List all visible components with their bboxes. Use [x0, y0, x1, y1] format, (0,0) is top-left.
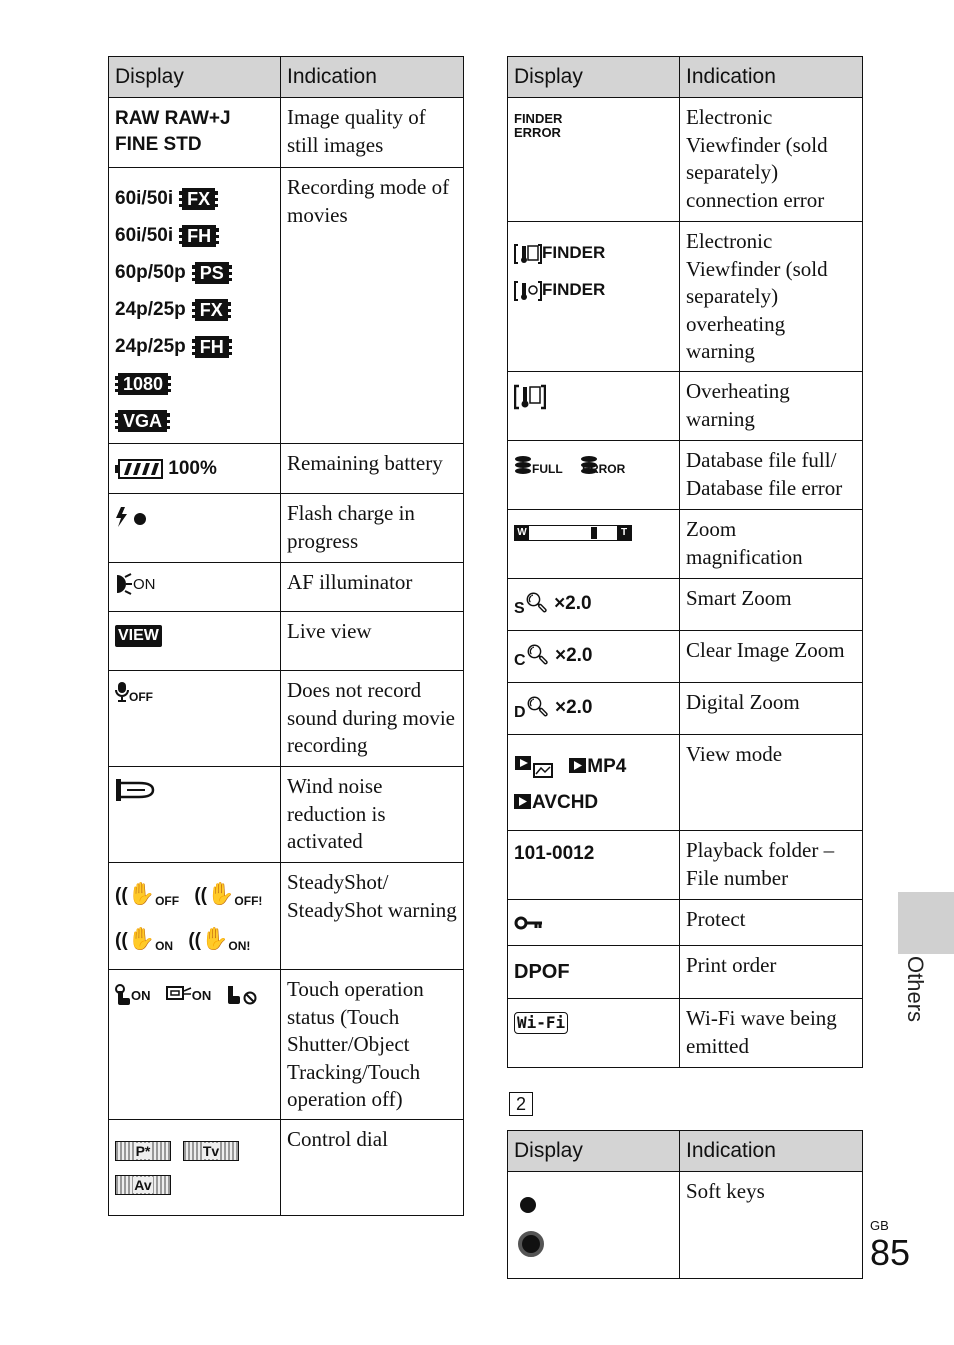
magnifier-icon: 🔍︎	[525, 645, 550, 666]
indication-cell: Electronic Viewfinder (sold separately) connection error	[680, 98, 863, 222]
display-cell	[508, 900, 680, 946]
table-row	[109, 767, 464, 863]
magnifier-icon: 🔍︎	[525, 697, 550, 718]
table-row	[508, 735, 863, 831]
table-header	[109, 57, 464, 98]
table-row	[508, 631, 863, 683]
display-cell	[109, 444, 281, 494]
vga-icon: VGA	[115, 410, 170, 432]
table-row	[109, 671, 464, 767]
touch-off-icon	[225, 984, 257, 1005]
database-full-icon	[514, 453, 532, 474]
soft-key-center-icon	[520, 1197, 536, 1213]
display-cell: $_S$🔍︎ ×2.0	[508, 579, 680, 631]
display-cell	[109, 1120, 281, 1216]
touch-shutter-icon	[115, 984, 131, 1005]
indication-cell: Recording mode of movies	[281, 168, 464, 444]
indication-cell: Print order	[680, 946, 863, 999]
af-illuminator-icon	[115, 573, 133, 594]
movie-mode-item: 24p/25p FH	[115, 328, 274, 365]
movie-mode-item	[115, 402, 274, 439]
sound-off-text: OFF	[129, 690, 153, 705]
table-row	[109, 863, 464, 970]
display-cell: $_C$🔍︎ ×2.0	[508, 631, 680, 683]
movie-mode-item: 24p/25p FX	[115, 291, 274, 328]
table-row	[508, 441, 863, 510]
indication-cell: Live view	[281, 612, 464, 671]
table-row	[109, 168, 464, 444]
header-display: Display	[508, 57, 680, 98]
battery-icon	[115, 458, 163, 479]
table-row	[508, 372, 863, 441]
view-mode-still-icon	[514, 756, 556, 777]
object-tracking-on-text: ON	[191, 988, 212, 1003]
indication-cell: Electronic Viewfinder (sold separately) overheating warning	[680, 222, 863, 372]
indication-cell: Flash charge in progress	[281, 494, 464, 563]
indication-cell: Clear Image Zoom	[680, 631, 863, 683]
table-row	[508, 510, 863, 579]
indication-cell: Soft keys	[680, 1172, 863, 1279]
display-cell	[508, 372, 680, 441]
image-quality-line-2: FINE STD	[115, 134, 202, 155]
table-row	[508, 98, 863, 222]
display-cell: $_D$🔍︎ ×2.0	[508, 683, 680, 735]
display-cell	[109, 671, 281, 767]
side-tab	[898, 892, 954, 954]
fx-icon: FX	[179, 188, 218, 210]
header-indication: Indication	[680, 1131, 863, 1172]
table-row	[109, 1120, 464, 1216]
indication-cell: Wi-Fi wave being emitted	[680, 999, 863, 1068]
table-header	[508, 57, 863, 98]
display-cell	[508, 510, 680, 579]
left-indicator-table	[108, 56, 464, 1216]
af-on-text: ON	[133, 576, 156, 594]
indication-cell: AF illuminator	[281, 563, 464, 612]
display-cell	[109, 970, 281, 1120]
table-row	[109, 612, 464, 671]
table-row	[109, 98, 464, 168]
finder-error-line-1: FINDER	[514, 111, 563, 126]
table-row	[508, 683, 863, 735]
steadyshot-on-icon: (($✋_{ON}$	[115, 926, 174, 953]
magnifier-icon: 🔍︎	[524, 593, 549, 614]
indication-cell: Protect	[680, 900, 863, 946]
display-cell	[508, 1172, 680, 1279]
side-tab-label: Others	[903, 956, 928, 1023]
table-row	[109, 563, 464, 612]
1080-icon: 1080	[115, 373, 171, 395]
fh-icon: FH	[179, 225, 219, 247]
finder-overheat-icon	[514, 243, 542, 262]
wind-noise-icon	[115, 787, 155, 808]
indication-cell: Database file full/ Database file error	[680, 441, 863, 510]
indication-cell: Remaining battery	[281, 444, 464, 494]
indication-cell: Control dial	[281, 1120, 464, 1216]
display-cell	[109, 612, 281, 671]
fx-icon: FX	[192, 299, 231, 321]
table-row	[508, 946, 863, 999]
table-row	[508, 831, 863, 900]
table-row	[109, 494, 464, 563]
control-dial-p-icon: P*	[115, 1141, 171, 1161]
display-cell	[109, 98, 281, 168]
table-row	[508, 999, 863, 1068]
table-row	[508, 222, 863, 372]
header-display: Display	[508, 1131, 680, 1172]
touch-shutter-on-text: ON	[131, 988, 151, 1003]
finder-overheat-icon	[514, 280, 542, 299]
movie-mode-item: 60p/50p PS	[115, 254, 274, 291]
view-mode-mp4-icon: MP4	[569, 756, 626, 777]
indication-cell: Image quality of still images	[281, 98, 464, 168]
display-cell	[109, 767, 281, 863]
display-cell	[508, 831, 680, 900]
header-indication: Indication	[680, 57, 863, 98]
battery-percent: 100%	[168, 458, 217, 479]
movie-mode-item: 60i/50i FX	[115, 180, 274, 217]
indication-cell: Zoom magnification	[680, 510, 863, 579]
protect-key-icon	[514, 912, 544, 933]
steadyshot-on-warning-icon: (($✋_{ON!}$	[188, 926, 251, 953]
ps-icon: PS	[192, 262, 232, 284]
display-cell	[508, 98, 680, 222]
display-cell	[109, 494, 281, 563]
display-cell	[508, 999, 680, 1068]
wifi-icon: Wi-Fi	[514, 1012, 568, 1034]
fh-icon: FH	[192, 336, 232, 358]
dpof-icon: DPOF	[514, 961, 570, 983]
object-tracking-icon	[166, 984, 192, 1005]
indication-cell: View mode	[680, 735, 863, 831]
display-cell	[109, 563, 281, 612]
display-cell: FINDER FINDER	[508, 222, 680, 372]
display-cell	[109, 863, 281, 970]
indication-cell: Touch operation status (Touch Shutter/Object Tracking/Touch operation off)	[281, 970, 464, 1120]
header-indication: Indication	[281, 57, 464, 98]
indication-cell: Wind noise reduction is activated	[281, 767, 464, 863]
table-row	[508, 900, 863, 946]
movie-mode-item: 60i/50i FH	[115, 217, 274, 254]
soft-keys-table	[507, 1130, 863, 1279]
control-dial-av-icon: Av	[115, 1175, 171, 1195]
table-row	[109, 970, 464, 1120]
flash-charge-icon	[115, 512, 149, 533]
indication-cell: Overheating warning	[680, 372, 863, 441]
live-view-icon: VIEW	[115, 625, 162, 647]
indication-cell: Playback folder – File number	[680, 831, 863, 900]
finder-error-line-2: ERROR	[514, 125, 561, 140]
display-cell	[109, 168, 281, 444]
header-display: Display	[109, 57, 281, 98]
page-number: 85	[870, 1232, 911, 1273]
table-row	[508, 579, 863, 631]
image-quality-line-1: RAW RAW+J	[115, 108, 231, 129]
display-cell: $_{FULL}$ $_{ERROR}$	[508, 441, 680, 510]
indication-cell: Digital Zoom	[680, 683, 863, 735]
microphone-icon	[115, 681, 129, 702]
control-dial-tv-icon: Tv	[183, 1141, 239, 1161]
display-cell	[508, 735, 680, 831]
steadyshot-off-warning-icon: (($✋_{OFF!}$	[194, 881, 263, 908]
section-number-label: 2	[509, 1092, 533, 1116]
indication-cell: Does not record sound during movie recording	[281, 671, 464, 767]
table-row	[508, 1172, 863, 1279]
display-cell	[508, 946, 680, 999]
page-region: GB	[870, 1218, 889, 1233]
indication-cell: Smart Zoom	[680, 579, 863, 631]
table-row	[109, 444, 464, 494]
steadyshot-off-icon: (($✋_{OFF}$	[115, 881, 180, 908]
overheating-icon	[514, 394, 546, 415]
soft-key-wheel-icon	[518, 1231, 544, 1257]
table-header	[508, 1131, 863, 1172]
indication-cell: SteadyShot/ SteadyShot warning	[281, 863, 464, 970]
file-number-text: 101-0012	[514, 843, 595, 864]
right-indicator-table	[507, 56, 863, 1068]
zoom-bar-icon: W T	[514, 525, 632, 541]
view-mode-avchd-icon: AVCHD	[514, 792, 598, 813]
movie-mode-item	[115, 365, 274, 402]
